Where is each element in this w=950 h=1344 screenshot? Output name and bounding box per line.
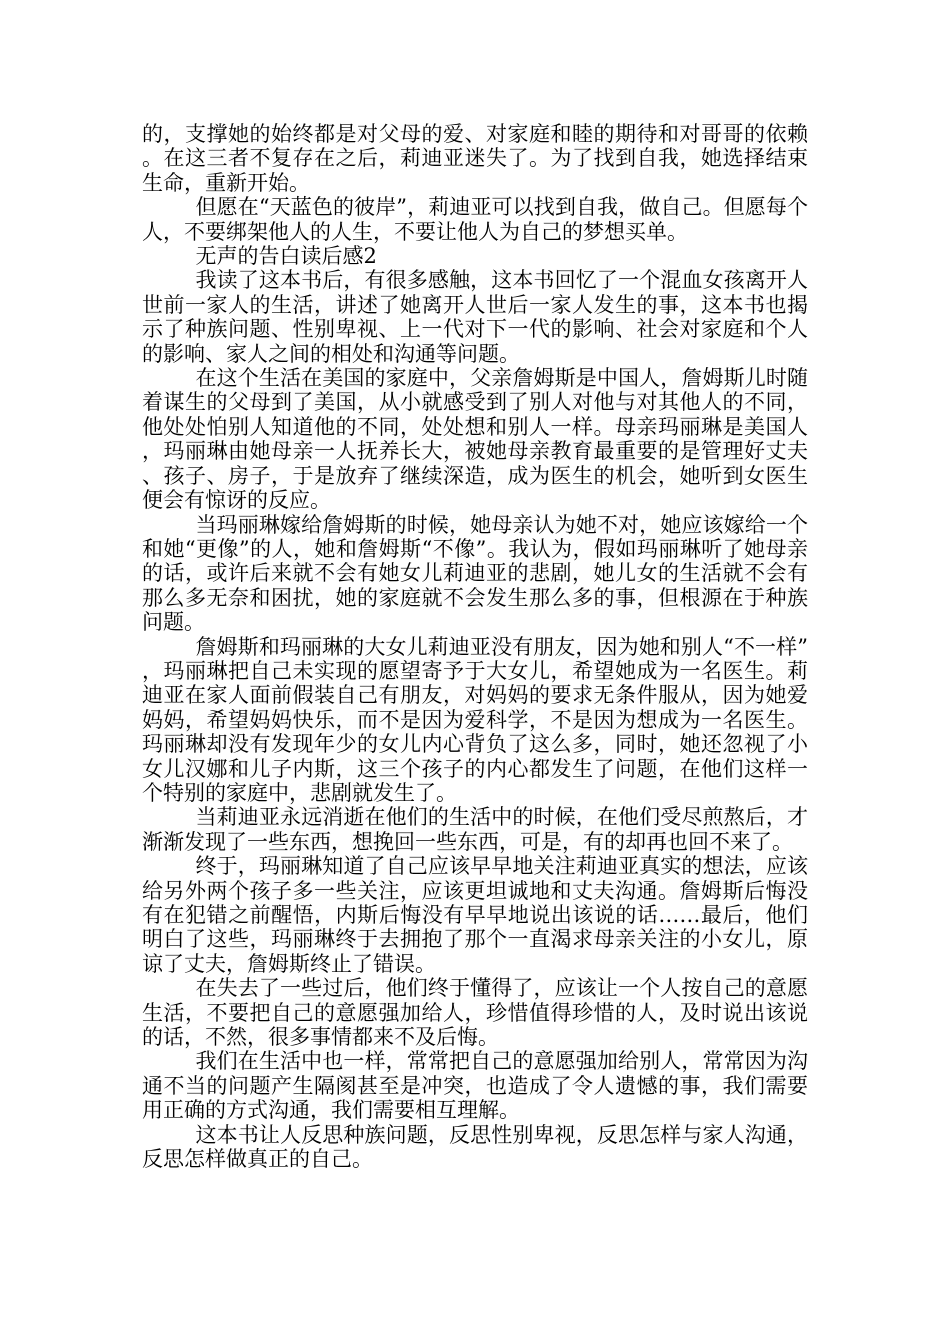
paragraph-conclusion: 这本书让人反思种族问题，反思性别卑视，反思怎样与家人沟通，反思怎样做真正的自己。	[142, 1122, 808, 1172]
article-body	[142, 122, 808, 1171]
paragraph-lesson: 在失去了一些过后，他们终于懂得了，应该让一个人按自己的意愿生活，不要把自己的意愿强加给人，珍惜值得珍惜的人，及时说出该说的话，不然，很多事情都来不及后悔。	[142, 976, 808, 1050]
paragraph-family: 在这个生活在美国的家庭中，父亲詹姆斯是中国人，詹姆斯儿时随着谋生的父母到了美国，从小就感受到了别人对他与对其他人的不同，他处处怕别人知道他的不同，处处想和别人一样。母亲玛丽琳是美国人，玛丽琳由她母亲一人抚养长大，被她母亲教育最重要的是管理好丈夫、孩子、房子，于是放弃了继续深造，成为医生的机会，她听到女医生便会有惊讶的反应。	[142, 366, 808, 513]
paragraph-life: 我们在生活中也一样，常常把自己的意愿强加给别人，常常因为沟通不当的问题产生隔阂甚至是冲突，也造成了令人遗憾的事，我们需要用正确的方式沟通，我们需要相互理解。	[142, 1049, 808, 1123]
paragraph-marriage: 当玛丽琳嫁给詹姆斯的时候，她母亲认为她不对，她应该嫁给一个和她“更像”的人，她和詹姆斯“不像”。我认为，假如玛丽琳听了她母亲的话，或许后来就不会有她女儿莉迪亚的悲剧，她儿女的生活就不会有那么多无奈和困扰，她的家庭就不会发生那么多的事，但根源在于种族问题。	[142, 512, 808, 635]
paragraph-continuation: 的，支撑她的始终都是对父母的爱、对家庭和睦的期待和对哥哥的依赖。在这三者不复存在之后，莉迪亚迷失了。为了找到自我，她选择结束生命，重新开始。	[142, 122, 808, 195]
paragraph-loss: 当莉迪亚永远消逝在他们的生活中的时候，在他们受尽煎熬后，才渐渐发现了一些东西，想挽回一些东西，可是，有的却再也回不来了。	[142, 805, 808, 854]
paragraph-intro: 我读了这本书后，有很多感触，这本书回忆了一个混血女孩离开人世前一家人的生活，讲述了她离开人世后一家人发生的事，这本书也揭示了种族问题、性别卑视、上一代对下一代的影响、社会对家庭和个人的影响、家人之间的相处和沟通等问题。	[142, 268, 808, 366]
paragraph-wish: 但愿在“天蓝色的彼岸”，莉迪亚可以找到自我，做自己。但愿每个人，不要绑架他人的人生，不要让他人为自己的梦想买单。	[142, 195, 808, 244]
paragraph-lydia: 詹姆斯和玛丽琳的大女儿莉迪亚没有朋友，因为她和别人“不一样”，玛丽琳把自己未实现的愿望寄予于大女儿，希望她成为一名医生。莉迪亚在家人面前假装自己有朋友，对妈妈的要求无条件服从，因为她爱妈妈，希望妈妈快乐，而不是因为爱科学，不是因为想成为一名医生。玛丽琳却没有发现年少的女儿内心背负了这么多，同时，她还忽视了小女儿汉娜和儿子内斯，这三个孩子的内心都发生了问题，在他们这样一个特别的家庭中，悲剧就发生了。	[142, 634, 808, 805]
paragraph-realization: 终于，玛丽琳知道了自己应该早早地关注莉迪亚真实的想法，应该给另外两个孩子多一些关注，应该更坦诚地和丈夫沟通。詹姆斯后悔没有在犯错之前醒悟，内斯后悔没有早早地说出该说的话……最后，他们明白了这些，玛丽琳终于去拥抱了那个一直渴求母亲关注的小女儿，原谅了丈夫，詹姆斯终止了错误。	[142, 854, 808, 976]
section-heading: 无声的告白读后感2	[195, 244, 377, 269]
